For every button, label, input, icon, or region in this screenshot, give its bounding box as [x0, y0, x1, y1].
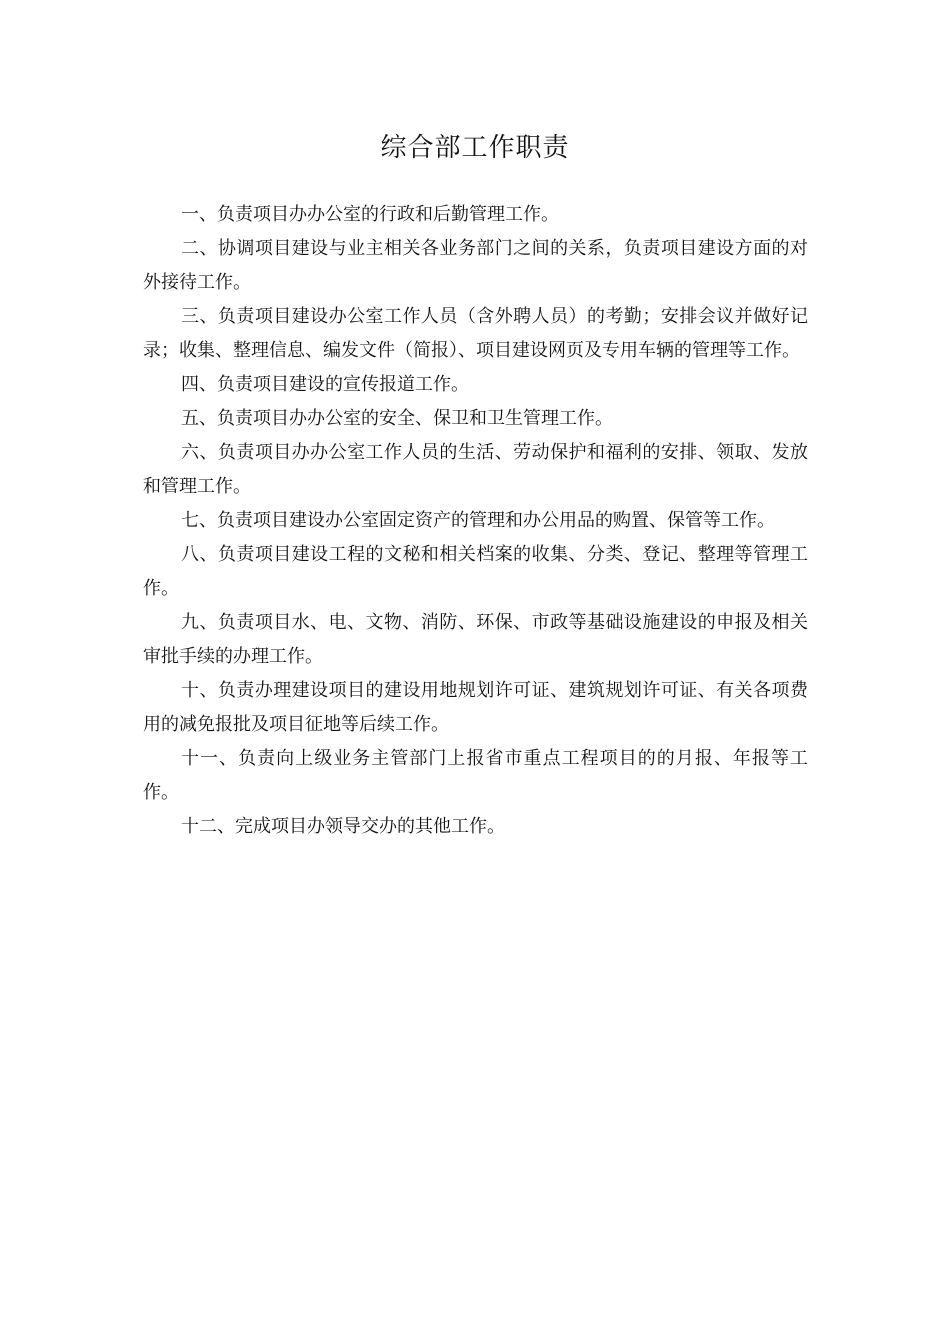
paragraph-5: 五、负责项目办办公室的安全、保卫和卫生管理工作。	[181, 408, 613, 429]
paragraph-9: 九、负责项目水、电、文物、消防、环保、市政等基础设施建设的申报及相关审批手续的办理工作。	[143, 612, 808, 667]
paragraph-4: 四、负责项目建设的宣传报道工作。	[181, 374, 469, 395]
paragraph-6: 六、负责项目办办公室工作人员的生活、劳动保护和福利的安排、领取、发放和管理工作。	[143, 442, 808, 497]
paragraph-8: 八、负责项目建设工程的文秘和相关档案的收集、分类、登记、整理等管理工作。	[143, 544, 808, 599]
paragraph-3: 三、负责项目建设办公室工作人员（含外聘人员）的考勤；安排会议并做好记录；收集、整理信息、编发文件（简报）、项目建设网页及专用车辆的管理等工作。	[143, 306, 808, 361]
paragraph-12: 十二、完成项目办领导交办的其他工作。	[181, 816, 505, 837]
paragraph-10: 十、负责办理建设项目的建设用地规划许可证、建筑规划许可证、有关各项费用的减免报批及项目征地等后续工作。	[143, 680, 808, 735]
paragraph-11: 十一、负责向上级业务主管部门上报省市重点工程项目的的月报、年报等工作。	[143, 748, 808, 803]
paragraph-1: 一、负责项目办办公室的行政和后勤管理工作。	[181, 204, 559, 225]
paragraph-2: 二、协调项目建设与业主相关各业务部门之间的关系，负责项目建设方面的对外接待工作。	[143, 238, 808, 293]
paragraph-7: 七、负责项目建设办公室固定资产的管理和办公用品的购置、保管等工作。	[181, 510, 775, 531]
page-title: 综合部工作职责	[380, 133, 570, 163]
document-body	[143, 198, 808, 844]
